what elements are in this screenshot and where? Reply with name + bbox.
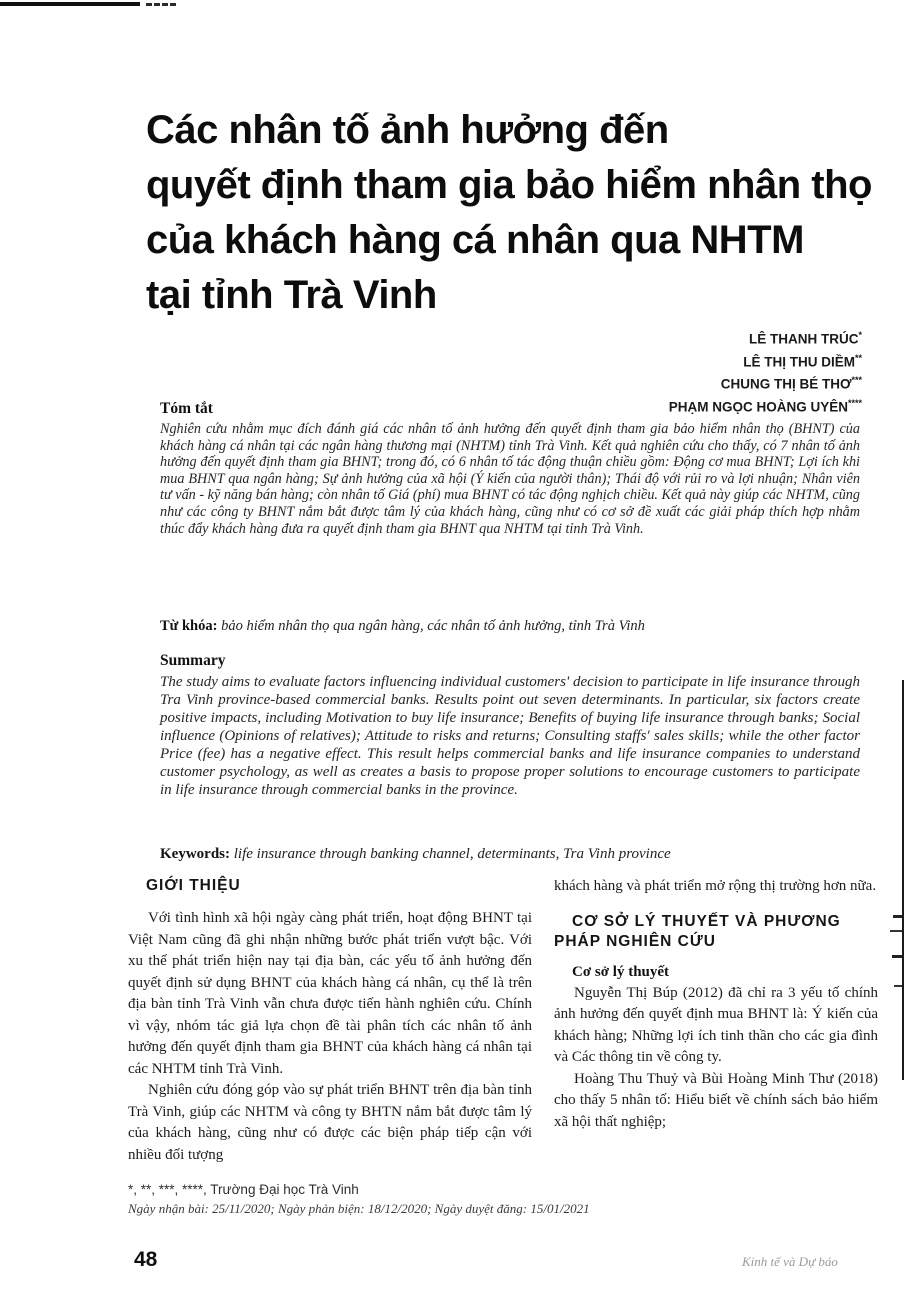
article-title-line: quyết định tham gia bảo hiểm nhân thọ xyxy=(146,163,872,207)
footnote xyxy=(128,1180,768,1218)
journal-name: Kinh tế và Dự báo xyxy=(742,1254,838,1269)
abstract-heading: Tóm tắt xyxy=(160,400,213,417)
article-title-line: của khách hàng cá nhân qua NHTM xyxy=(146,218,804,262)
scan-artifact-top-bar xyxy=(0,2,140,6)
summary-section xyxy=(160,652,860,799)
keywords-en-label: Keywords: xyxy=(160,846,230,862)
author-name xyxy=(442,371,862,394)
scan-artifact-mark xyxy=(892,955,902,958)
author-name-text: LÊ THANH TRÚC xyxy=(748,331,859,347)
theory-paragraph-2: Hoàng Thu Thuỷ và Bùi Hoàng Minh Thư (2018) cho thấy 5 nhân tố: Hiểu biết về chính sách bảo hiểm xã hội thất nghiệp; xyxy=(554,1070,878,1130)
author-name-text: PHẠM NGỌC HOÀNG UYÊN xyxy=(668,399,848,414)
author-name xyxy=(442,326,862,349)
keywords-vi-label: Từ khóa: xyxy=(160,618,218,634)
footnote-affiliation: *, **, ***, ****, Trường Đại học Trà Vinh xyxy=(128,1182,359,1197)
keywords-en xyxy=(160,846,860,863)
abstract-section xyxy=(160,397,862,537)
author-affiliation-marker: *** xyxy=(851,375,862,385)
intro-paragraph-1: Với tình hình xã hội ngày càng phát triển, hoạt động BHNT tại Việt Nam cũng đã ghi nhận những bước phát triển vượt bậc. Với xu thế phát triển hiện nay tại địa bàn, các yếu tố ảnh hưởng đến quyết định sử dụng BHNT của khách hàng cá nhân, cụ thể là trên địa bàn tỉnh Trà Vinh vẫn chưa được tiến hành nghiên cứu. Chính vì vậy, nhóm tác giả lựa chọn đề tài phân tích các nhân tố ảnh hưởng đến quyết định tham gia BHNT của khách hàng cá nhân tại các NHTM tỉnh Trà Vinh. xyxy=(128,910,532,1077)
theory-paragraph-1: Nguyễn Thị Búp (2012) đã chỉ ra 3 yếu tố chính ảnh hưởng đến quyết định mua BHNT là: Ý kiến của khách hàng; Những lợi ích tinh thần cho các gia đình và Các thông tin về công ty. xyxy=(554,984,878,1065)
page-number: 48 xyxy=(134,1248,158,1271)
keywords-vi-text: bảo hiểm nhân thọ qua ngân hàng, các nhân tố ảnh hưởng, tỉnh Trà Vinh xyxy=(221,618,645,634)
summary-heading: Summary xyxy=(160,652,226,669)
author-name-text: CHUNG THỊ BÉ THƠ xyxy=(720,376,852,392)
author-affiliation-marker: **** xyxy=(847,397,862,408)
theory-subheading: Cơ sở lý thuyết xyxy=(572,963,670,980)
footnote-dates: Ngày nhận bài: 25/11/2020; Ngày phản biện: 18/12/2020; Ngày duyệt đăng: 15/01/2021 xyxy=(128,1201,590,1216)
author-affiliation-marker: * xyxy=(858,330,862,340)
article-title xyxy=(146,103,886,323)
keywords-vi xyxy=(160,618,860,635)
scan-artifact-mark xyxy=(894,985,902,987)
keywords-en-text: life insurance through banking channel, determinants, Tra Vinh province xyxy=(233,846,671,862)
intro-heading: GIỚI THIỆU xyxy=(146,877,241,894)
intro-paragraph-2: Nghiên cứu đóng góp vào sự phát triển BHNT trên địa bàn tỉnh Trà Vinh, giúp các NHTM và công ty BHTN nắm bắt được tâm lý của khách hàng, cũng như có được các biện pháp tiếp cận với nhiều đối tượng xyxy=(128,1082,532,1163)
abstract-body: Nghiên cứu nhằm mục đích đánh giá các nhân tố ảnh hưởng đến quyết định tham gia bảo hiểm nhân thọ (BHNT) của khách hàng cá nhân tại các ngân hàng thương mại (NHTM) tỉnh Trà Vinh. Kết quả nghiên cứu cho thấy, có 7 nhân tố ảnh hưởng đến quyết định tham gia BHNT; trong đó, có 6 nhân tố tác động thuận chiều gồm: Động cơ mua BHNT; Lợi ích khi mua BHNT qua ngân hàng; Sự ảnh hưởng của xã hội (Ý kiến của người thân); Thái độ với rủi ro và lợi nhuận; Nhân viên tư vấn - kỹ năng bán hàng; còn nhân tố Giá (phí) mua BHNT có tác động nghịch chiều. Kết quả này giúp các NHTM, cũng như các công ty BHNT nắm bắt được tâm lý của khách hàng, cũng như có cơ sở đề xuất các giải pháp thích hợp nhằm thúc đẩy khách hàng đưa ra quyết định tham gia BHNT qua NHTM tại tỉnh Trà Vinh. xyxy=(160,421,860,537)
scan-artifact-mark xyxy=(893,915,902,918)
author-affiliation-marker: ** xyxy=(854,352,862,363)
intro-continuation: khách hàng và phát triển mở rộng thị trường hơn nữa. xyxy=(554,878,877,894)
theory-heading: CƠ SỞ LÝ THUYẾT VÀ PHƯƠNG PHÁP NGHIÊN CỨU xyxy=(554,912,841,950)
article-title-line: tại tỉnh Trà Vinh xyxy=(146,273,437,317)
scan-artifact-mark xyxy=(890,930,902,932)
author-name xyxy=(442,349,862,372)
summary-body: The study aims to evaluate factors influencing individual customers' decision to participate in life insurance through Tra Vinh province-based commercial banks. Results point out seven determinants. In particular, six factors create positive impacts, including Motivation to buy life insurance; Benefits of buying life insurance through banks; Social influence (Opinions of relatives); Attitude to risks and returns; Consulting staffs' sales skills; while the other factor Price (fee) has a negative effect. This result helps commercial banks and life insurance companies to understand customer psychology, as well as creates a basis to propose proper solutions to encourage customers to participate in life insurance through commercial banks in the province. xyxy=(160,674,860,798)
spacer xyxy=(554,898,878,912)
right-column xyxy=(554,876,878,1133)
scan-artifact-right-edge xyxy=(902,680,904,1080)
author-name-text: LÊ THỊ THU DIỀM xyxy=(743,354,855,369)
article-title-line: Các nhân tố ảnh hưởng đến xyxy=(146,108,669,152)
scan-artifact-top-dots xyxy=(146,3,176,6)
left-column xyxy=(128,876,532,1166)
